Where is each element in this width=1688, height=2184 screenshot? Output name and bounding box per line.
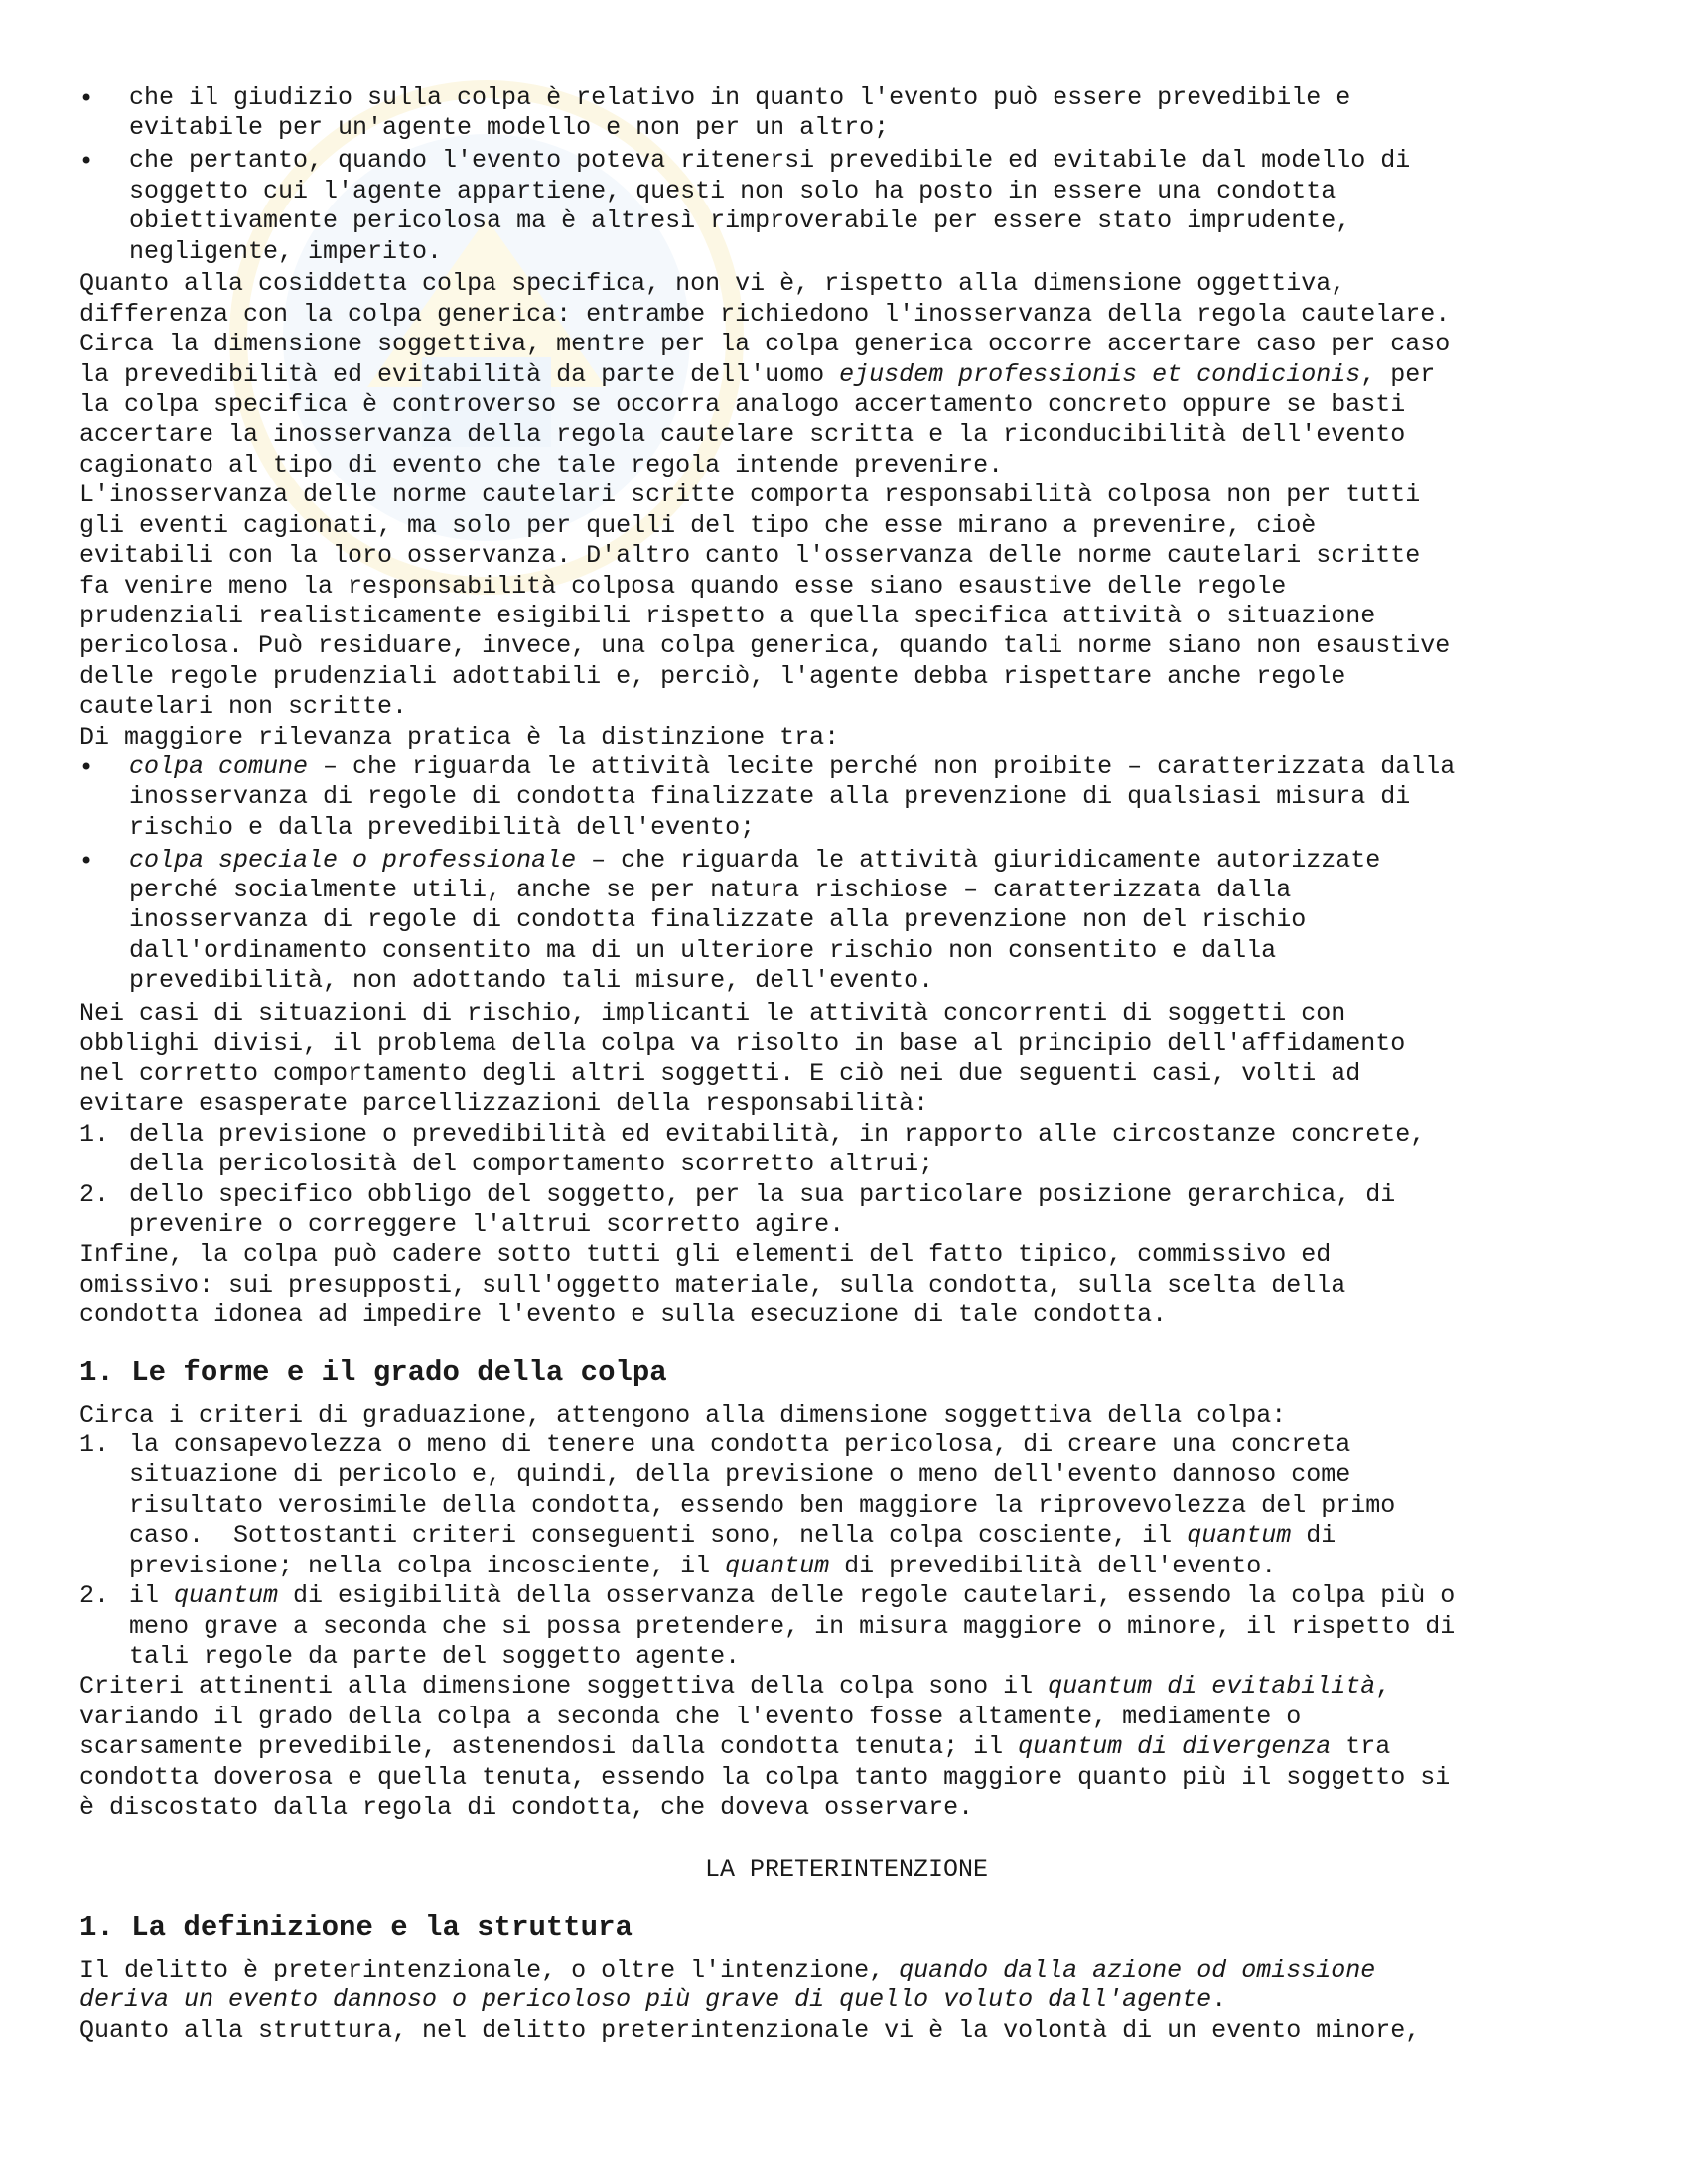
- list-item: 1. la consapevolezza o meno di tenere una condotta pericolosa, di creare una concreta situazione di pericolo e, quindi, della previsione o meno dell'evento dannoso come risultato verosimile della condotta, essendo ben maggiore la riprovevolezza del primo caso. Sottostanti criteri conseguenti sono, nella colpa cosciente, il quantum di previsione; nella colpa incosciente, il quantum di prevedibilità dell'evento.: [79, 1431, 1396, 1580]
- numbered-list-criteri: [79, 1431, 1614, 1672]
- list-item: 2. il quantum di esigibilità della osservanza delle regole cautelari, essendo la colpa più o meno grave a seconda che si possa pretendere, in misura maggiore o minore, il rispetto di tali regole da parte del soggetto agente.: [79, 1581, 1456, 1671]
- list-item: • colpa comune – che riguarda le attività lecite perché non proibite – caratterizzata dalla inosservanza di regole di condotta finalizzate alla prevenzione di qualsiasi misura di rischio e dalla prevedibilità dell'evento;: [79, 752, 1614, 843]
- list-item: • che il giudizio sulla colpa è relativo in quanto l'evento può essere prevedibile e evitabile per un'agente modello e non per un altro;: [79, 83, 1614, 144]
- bullet-list-colpa-types: [79, 752, 1614, 997]
- list-item: 2. dello specifico obbligo del soggetto, per la sua particolare posizione gerarchica, di prevenire o correggere l'altrui scorretto agire.: [79, 1179, 1396, 1240]
- section-heading-forme-grado: 1. Le forme e il grado della colpa: [79, 1355, 667, 1389]
- list-item: 1. della previsione o prevedibilità ed evitabilità, in rapporto alle circostanze concrete, della pericolosità del comportamento scorretto altrui;: [79, 1119, 1426, 1179]
- paragraph-elementi-fatto: Infine, la colpa può cadere sotto tutti gli elementi del fatto tipico, commissivo ed omissivo: sui presupposti, sull'oggetto materiale, sulla condotta, sulla scelta della condotta idonea ad impedire l'evento e sulla esecuzione di tale condotta.: [79, 1240, 1346, 1330]
- paragraph-criteri-graduazione: Circa i criteri di graduazione, attengono alla dimensione soggettiva della colpa:: [79, 1400, 1287, 1430]
- section-heading-definizione-struttura: 1. La definizione e la struttura: [79, 1910, 633, 1944]
- list-item: • che pertanto, quando l'evento poteva ritenersi prevedibile ed evitabile dal modello di soggetto cui l'agente appartiene, questi non solo ha posto in essere una condotta obiettivamente pericolosa ma è altresì rimproverabile per essere stato imprudente, negligente, imperito.: [79, 146, 1614, 267]
- document-page: [79, 83, 1614, 2046]
- paragraph-norme-cautelari: L'inosservanza delle norme cautelari scritte comporta responsabilità colposa non per tutti gli eventi cagionati, ma solo per quelli del tipo che esse mirano a prevenire, cioè evitabili con la loro osservanza. D'altro canto l'osservanza delle norme cautelari scritte fa venire meno la responsabilità colposa quando esse siano esaustive delle regole prudenziali realisticamente esigibili rispetto a quella specifica attività o situazione pericolosa. Può residuare, invece, una colpa generica, quando tali norme siano non esaustive delle regole prudenziali adottabili e, perciò, l'agente debba rispettare anche regole cautelari non scritte. Di maggiore rilevanza pratica è la distinzione tra:: [79, 480, 1451, 751]
- list-item: • colpa speciale o professionale – che riguarda le attività giuridicamente autorizzate perché socialmente utili, anche se per natura rischiose – caratterizzata dalla inosservanza di regole di condotta finalizzate alla prevenzione non del rischio dall'ordinamento consentito ma di un ulteriore rischio non consentito e dalla prevedibilità, non adottando tali misure, dell'evento.: [79, 846, 1614, 997]
- paragraph-affidamento: Nei casi di situazioni di rischio, implicanti le attività concorrenti di soggetti con obblighi divisi, il problema della colpa va risolto in base al principio dell'affidamento nel corretto comportamento degli altri soggetti. E ciò nei due seguenti casi, volti ad evitare esasperate parcellizzazioni della responsabilità:: [79, 999, 1406, 1119]
- paragraph-colpa-specifica: Quanto alla cosiddetta colpa specifica, non vi è, rispetto alla dimensione oggettiva, differenza con la colpa generica: entrambe richiedono l'inosservanza della regola cautelare. Circa la dimensione soggettiva, mentre per la colpa generica occorre accertare caso per caso la prevedibilità ed evitabilità da parte dell'uomo ejusdem professionis et condicionis, per la colpa specifica è controverso se occorra analogo accertamento concreto oppure se basti accertare la inosservanza della regola cautelare scritta e la riconducibilità dell'evento cagionato al tipo di evento che tale regola intende prevenire.: [79, 269, 1451, 479]
- numbered-list-affidamento: [79, 1120, 1614, 1241]
- paragraph-criteri-soggettivi: Criteri attinenti alla dimensione soggettiva della colpa sono il quantum di evitabilità, variando il grado della colpa a seconda che l'evento fosse altamente, mediamente o scarsamente prevedibile, astenendosi dalla condotta tenuta; il quantum di divergenza tra condotta doverosa e quella tenuta, essendo la colpa tanto maggiore quanto più il soggetto si è discostato dalla regola di condotta, che doveva osservare.: [79, 1672, 1451, 1822]
- chapter-title: LA PRETERINTENZIONE: [704, 1855, 989, 1885]
- paragraph-preterintenzione: Il delitto è preterintenzionale, o oltre l'intenzione, quando dalla azione od omissione deriva un evento dannoso o pericoloso più grave di quello voluto dall'agente. Quanto alla struttura, nel delitto preterintenzionale vi è la volontà di un evento minore,: [79, 1955, 1421, 2045]
- bullet-list-judgement: [79, 83, 1614, 267]
